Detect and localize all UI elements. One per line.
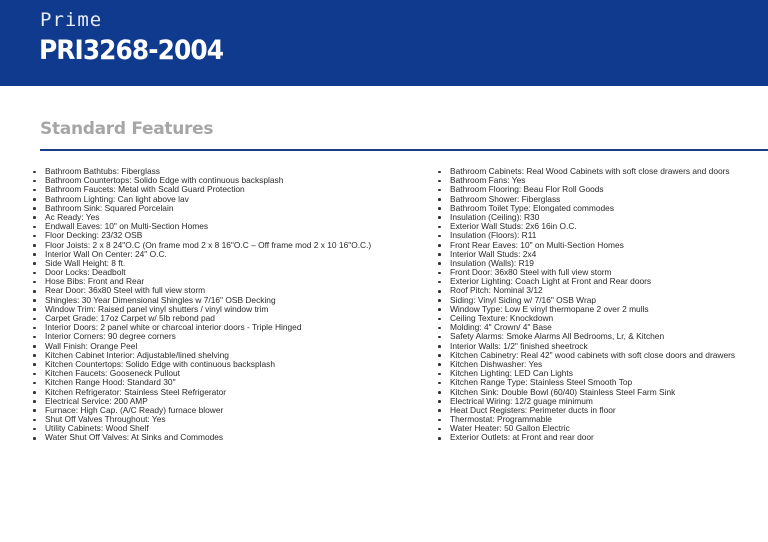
feature-item: Carpet Grade: 17oz Carpet w/ 5lb rebond pad xyxy=(32,314,422,323)
feature-item: Electrical Wiring: 12/2 guage minimum xyxy=(437,397,768,406)
feature-item: Thermostat: Programmable xyxy=(437,415,768,424)
feature-item: Electrical Service: 200 AMP xyxy=(32,397,422,406)
feature-item: Bathroom Fans: Yes xyxy=(437,176,768,185)
feature-item: Heat Duct Registers: Perimeter ducts in floor xyxy=(437,406,768,415)
feature-item: Floor Joists: 2 x 8 24"O.C (On frame mod 2 x 8 16"O.C – Off frame mod 2 x 10 16"O.C.) xyxy=(32,241,422,250)
feature-item: Molding: 4" Crown/ 4" Base xyxy=(437,323,768,332)
feature-item: Insulation (Walls): R19 xyxy=(437,259,768,268)
feature-item: Bathroom Shower: Fiberglass xyxy=(437,195,768,204)
feature-item: Water Heater: 50 Gallon Electric xyxy=(437,424,768,433)
features-list-left xyxy=(32,167,422,443)
features-list-right xyxy=(437,167,768,443)
feature-item: Kitchen Cabinet Interior: Adjustable/lined shelving xyxy=(32,351,422,360)
feature-item: Bathroom Bathtubs: Fiberglass xyxy=(32,167,422,176)
feature-item: Kitchen Range Hood: Standard 30" xyxy=(32,378,422,387)
feature-item: Bathroom Countertops: Solido Edge with continuous backsplash xyxy=(32,176,422,185)
feature-item: Exterior Lighting: Coach Light at Front and Rear doors xyxy=(437,277,768,286)
feature-item: Wall Finish: Orange Peel xyxy=(32,342,422,351)
feature-item: Interior Wall Studs: 2x4 xyxy=(437,250,768,259)
feature-item: Insulation (Ceiling): R30 xyxy=(437,213,768,222)
feature-item: Water Shut Off Valves: At Sinks and Commodes xyxy=(32,433,422,442)
feature-item: Door Locks: Deadbolt xyxy=(32,268,422,277)
feature-item: Side Wall Height: 8 ft. xyxy=(32,259,422,268)
feature-item: Shingles: 30 Year Dimensional Shingles w 7/16" OSB Decking xyxy=(32,296,422,305)
feature-item: Kitchen Sink: Double Bowl (60/40) Stainless Steel Farm Sink xyxy=(437,388,768,397)
feature-item: Siding: Vinyl Siding w/ 7/16" OSB Wrap xyxy=(437,296,768,305)
feature-item: Hose Bibs: Front and Rear xyxy=(32,277,422,286)
header-banner xyxy=(0,0,768,86)
feature-item: Interior Walls: 1/2" finished sheetrock xyxy=(437,342,768,351)
feature-item: Front Rear Eaves: 10" on Multi-Section Homes xyxy=(437,241,768,250)
feature-item: Exterior Wall Studs: 2x6 16in O.C. xyxy=(437,222,768,231)
feature-item: Utility Cabinets: Wood Shelf xyxy=(32,424,422,433)
feature-item: Window Type: Low E vinyl thermopane 2 over 2 mulls xyxy=(437,305,768,314)
feature-item: Bathroom Cabinets: Real Wood Cabinets with soft close drawers and doors xyxy=(437,167,768,176)
feature-item: Kitchen Countertops: Solido Edge with continuous backsplash xyxy=(32,360,422,369)
feature-item: Kitchen Lighting: LED Can Lights xyxy=(437,369,768,378)
feature-item: Floor Decking: 23/32 OSB xyxy=(32,231,422,240)
feature-item: Shut Off Valves Throughout: Yes xyxy=(32,415,422,424)
feature-item: Ac Ready: Yes xyxy=(32,213,422,222)
feature-item: Interior Corners: 90 degree corners xyxy=(32,332,422,341)
feature-item: Bathroom Toilet Type: Elongated commodes xyxy=(437,204,768,213)
feature-item: Kitchen Faucets: Gooseneck Pullout xyxy=(32,369,422,378)
section-title: Standard Features xyxy=(40,119,214,139)
feature-item: Bathroom Flooring: Beau Flor Roll Goods xyxy=(437,185,768,194)
feature-item: Safety Alarms: Smoke Alarms All Bedrooms, Lr, & Kitchen xyxy=(437,332,768,341)
feature-item: Bathroom Lighting: Can light above lav xyxy=(32,195,422,204)
feature-item: Kitchen Dishwasher: Yes xyxy=(437,360,768,369)
model-number: PRI3268-2004 xyxy=(39,35,224,66)
section-divider xyxy=(40,149,768,151)
feature-item: Window Trim: Raised panel vinyl shutters / vinyl window trim xyxy=(32,305,422,314)
brand-name: Prime xyxy=(40,9,103,31)
feature-item: Interior Wall On Center: 24" O.C. xyxy=(32,250,422,259)
feature-item: Insulation (Floors): R11 xyxy=(437,231,768,240)
feature-item: Endwall Eaves: 10" on Multi-Section Homes xyxy=(32,222,422,231)
feature-item: Kitchen Cabinetry: Real 42" wood cabinets with soft close doors and drawers xyxy=(437,351,768,360)
feature-item: Kitchen Range Type: Stainless Steel Smooth Top xyxy=(437,378,768,387)
feature-item: Exterior Outlets: at Front and rear door xyxy=(437,433,768,442)
feature-item: Rear Door: 36x80 Steel with full view storm xyxy=(32,286,422,295)
feature-item: Furnace: High Cap. (A/C Ready) furnace blower xyxy=(32,406,422,415)
feature-item: Front Door: 36x80 Steel with full view storm xyxy=(437,268,768,277)
feature-item: Bathroom Faucets: Metal with Scald Guard Protection xyxy=(32,185,422,194)
feature-item: Roof Pitch: Nominal 3/12 xyxy=(437,286,768,295)
feature-item: Ceiling Texture: Knockdown xyxy=(437,314,768,323)
feature-item: Kitchen Refrigerator: Stainless Steel Refrigerator xyxy=(32,388,422,397)
feature-item: Bathroom Sink: Squared Porcelain xyxy=(32,204,422,213)
feature-item: Interior Doors: 2 panel white or charcoal interior doors - Triple Hinged xyxy=(32,323,422,332)
